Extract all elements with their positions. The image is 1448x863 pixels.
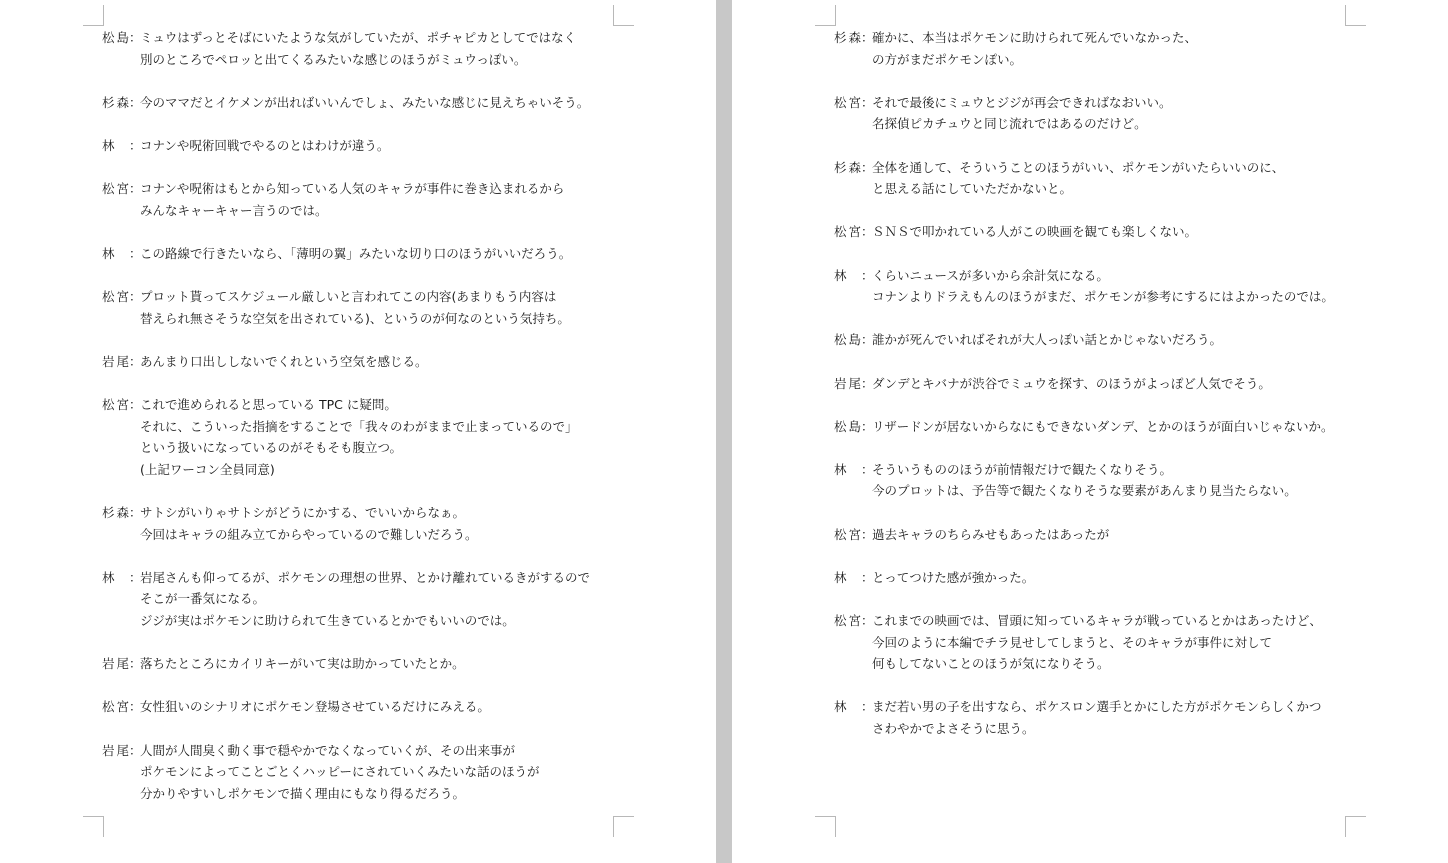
- speaker-separator: ：: [861, 224, 874, 240]
- transcript-entry: [834, 459, 1444, 502]
- transcript-entry: [102, 178, 702, 221]
- document-page-left: [0, 0, 716, 863]
- speaker-name: 松宮: [102, 181, 129, 197]
- utterance-line: 全体を通して、そういうことのほうがいい、ポケモンがいたらいいのに、: [872, 159, 1285, 175]
- utterance-line: コナンや呪術回戦でやるのとはわけが違う。: [140, 137, 390, 153]
- utterance: [140, 286, 570, 329]
- crop-mark-top-right: [1345, 5, 1366, 26]
- utterance: [140, 178, 564, 221]
- utterance-line: 何もしてないことのほうが気になりそう。: [872, 656, 1110, 672]
- utterance-line: それで最後にミュウとジジが再会できればなおいい。: [872, 94, 1172, 110]
- transcript-entry: [102, 92, 702, 114]
- utterance-line: ミュウはずっとそばにいたような気がしていたが、ポチャピカとしてではなく: [140, 30, 577, 45]
- utterance: [872, 221, 1197, 243]
- speaker-name: 岩尾: [102, 656, 129, 672]
- utterance: [872, 459, 1297, 502]
- utterance: [140, 92, 589, 114]
- speaker-name: 岩尾: [102, 742, 129, 758]
- utterance-line: の方がまだポケモンぽい。: [872, 51, 1023, 67]
- utterance-line: 女性狙いのシナリオにポケモン登場させているだけにみえる。: [140, 699, 490, 715]
- transcript-entry: [102, 286, 702, 329]
- utterance-line: 別のところでペロッと出てくるみたいな感じのほうがミュウっぽい。: [140, 51, 527, 67]
- utterance: [872, 610, 1322, 675]
- transcript-entry: [102, 653, 702, 675]
- speaker-name: 岩尾: [834, 375, 861, 391]
- utterance-line: 名探偵ピカチュウと同じ流れではあるのだけど。: [872, 116, 1147, 132]
- utterance-line: サトシがいりゃサトシがどうにかする、でいいからなぁ。: [140, 505, 466, 521]
- utterance: [140, 351, 428, 373]
- utterance-line: 今回はキャラの組み立てからやっているので難しいだろう。: [140, 526, 478, 542]
- speaker-separator: ：: [861, 569, 874, 585]
- speaker-name: 松宮: [102, 289, 129, 305]
- utterance-line: コナンよりドラえもんのほうがまだ、ポケモンが参考にするにはよかったのでは。: [872, 289, 1334, 305]
- utterance-line: 人間が人間臭く動く事で穏やかでなくなっていくが、その出来事が: [140, 742, 516, 758]
- utterance: [140, 394, 578, 480]
- speaker-separator: ：: [861, 332, 874, 348]
- transcript-entry: [102, 740, 702, 805]
- transcript-entry: [102, 696, 702, 718]
- utterance: [140, 567, 590, 632]
- utterance-line: 今のママだとイケメンが出ればいいんでしょ、みたいな感じに見えちゃいそう。: [140, 94, 590, 110]
- utterance-line: 確かに、本当はポケモンに助けられて死んでいなかった、: [872, 30, 1198, 45]
- utterance-line: ジジが実はポケモンに助けられて生きているとかでもいいのでは。: [140, 613, 515, 629]
- speaker-separator: ：: [129, 397, 142, 413]
- speaker-separator: ：: [861, 267, 874, 283]
- transcript-entry: [834, 157, 1444, 200]
- utterance-line: 今のプロットは、予告等で観たくなりそうな要素があんまり見当たらない。: [872, 483, 1297, 499]
- speaker-separator: ：: [861, 461, 874, 477]
- speaker-name: 松宮: [834, 94, 861, 110]
- speaker-name: 林: [834, 267, 847, 283]
- transcript-entry: [834, 27, 1444, 70]
- utterance-line: という扱いになっているのがそもそも腹立つ。: [140, 440, 403, 456]
- transcript-entry: [834, 567, 1444, 589]
- crop-mark-bottom-left: [83, 816, 104, 837]
- utterance: [872, 567, 1034, 589]
- utterance: [140, 696, 490, 718]
- speaker-separator: ：: [861, 526, 874, 542]
- utterance: [872, 265, 1334, 308]
- transcript-entry: [834, 373, 1444, 395]
- crop-mark-bottom-left: [815, 816, 836, 837]
- utterance: [140, 243, 571, 265]
- speaker-separator: ：: [129, 656, 142, 672]
- transcript-entry: [102, 243, 702, 265]
- utterance-line: さわやかでよさそうに思う。: [872, 721, 1035, 736]
- utterance-line: 替えられ無さそうな空気を出されている)、というのが何なのという気持ち。: [140, 310, 570, 326]
- transcript-entry: [102, 394, 702, 480]
- transcript-entry: [834, 265, 1444, 308]
- speaker-name: 岩尾: [102, 353, 129, 369]
- utterance-line: まだ若い男の子を出すなら、ポケスロン選手とかにした方がポケモンらしくかつ: [872, 699, 1322, 715]
- speaker-name: 松宮: [102, 699, 129, 715]
- speaker-name: 杉森: [102, 505, 129, 521]
- utterance: [140, 135, 389, 157]
- document-page-right: [732, 0, 1448, 863]
- speaker-name: 松島: [834, 332, 861, 348]
- speaker-name: 松宮: [834, 526, 861, 542]
- utterance-line: プロット貰ってスケジュール厳しいと言われてこの内容(あまりもう内容は: [140, 289, 557, 305]
- speaker-separator: ：: [129, 289, 142, 305]
- utterance-line: 過去キャラのちらみせもあったはあったが: [872, 526, 1110, 542]
- utterance-line: そういうもののほうが前情報だけで観たくなりそう。: [872, 461, 1173, 477]
- transcript-entry: [102, 502, 702, 545]
- utterance-line: これで進められると思っている TPC に疑問。: [140, 397, 397, 413]
- speaker-name: 林: [102, 245, 115, 261]
- speaker-name: 杉森: [834, 30, 861, 45]
- transcript-entries: [834, 27, 1444, 761]
- utterance: [872, 373, 1271, 395]
- speaker-name: 林: [834, 569, 847, 585]
- utterance-line: そこが一番気になる。: [140, 591, 266, 607]
- speaker-name: 杉森: [102, 94, 129, 110]
- speaker-separator: ：: [861, 613, 874, 629]
- transcript-entry: [834, 329, 1444, 351]
- utterance-line: 岩尾さんも仰ってるが、ポケモンの理想の世界、とかけ離れているきがするので: [140, 569, 591, 585]
- transcript-entries: [102, 27, 702, 826]
- speaker-name: 林: [834, 699, 847, 715]
- utterance-line: ポケモンによってことごとくハッピーにされていくみたいな話のほうが: [140, 764, 540, 780]
- crop-mark-top-right: [613, 5, 634, 26]
- utterance: [872, 329, 1222, 351]
- utterance: [872, 696, 1322, 739]
- utterance-line: ダンデとキバナが渋谷でミュウを探す、のほうがよっぽど人気でそう。: [872, 375, 1271, 391]
- speaker-name: 松島: [102, 30, 129, 45]
- utterance-line: 落ちたところにカイリキーがいて実は助かっていたとか。: [140, 656, 465, 672]
- crop-mark-top-left: [815, 5, 836, 26]
- utterance: [140, 502, 478, 545]
- utterance-line: この路線で行きたいなら、「薄明の翼」みたいな切り口のほうがいいだろう。: [140, 245, 572, 261]
- utterance-line: リザードンが居ないからなにもできないダンデ、とかのほうが面白いじゃないか。: [872, 418, 1334, 434]
- utterance-line: (上記ワーコン全員同意): [140, 461, 275, 477]
- transcript-entry: [834, 524, 1444, 546]
- utterance-line: 分かりやすいしポケモンで描く理由にもなり得るだろう。: [140, 785, 466, 801]
- transcript-entry: [834, 221, 1444, 243]
- speaker-name: 松島: [834, 418, 861, 434]
- speaker-name: 松宮: [102, 397, 129, 413]
- utterance: [872, 524, 1109, 546]
- utterance-line: と思える話にしていただかないと。: [872, 181, 1073, 197]
- speaker-separator: ：: [861, 699, 874, 715]
- transcript-entry: [102, 351, 702, 373]
- speaker-separator: ：: [129, 30, 142, 45]
- utterance: [140, 27, 576, 70]
- utterance-line: コナンや呪術はもとから知っている人気のキャラが事件に巻き込まれるから: [140, 181, 565, 197]
- utterance-line: ＳＮＳで叩かれている人がこの映画を観ても楽しくない。: [872, 224, 1198, 240]
- speaker-separator: ：: [129, 137, 142, 153]
- speaker-name: 松宮: [834, 224, 861, 240]
- speaker-separator: ：: [129, 353, 142, 369]
- transcript-entry: [834, 610, 1444, 675]
- speaker-name: 松宮: [834, 613, 861, 629]
- utterance: [872, 92, 1171, 135]
- utterance: [872, 416, 1334, 438]
- utterance: [140, 740, 540, 805]
- speaker-separator: ：: [129, 94, 142, 110]
- speaker-separator: ：: [129, 569, 142, 585]
- speaker-separator: ：: [861, 94, 874, 110]
- speaker-separator: ：: [129, 742, 142, 758]
- speaker-separator: ：: [861, 375, 874, 391]
- speaker-name: 林: [834, 461, 847, 477]
- utterance: [872, 27, 1197, 70]
- speaker-name: 杉森: [834, 159, 861, 175]
- utterance-line: 誰かが死んでいればそれが大人っぽい話とかじゃないだろう。: [872, 332, 1223, 348]
- speaker-separator: ：: [129, 245, 142, 261]
- transcript-entry: [834, 416, 1444, 438]
- utterance-line: くらいニュースが多いから余計気になる。: [872, 267, 1109, 283]
- speaker-separator: ：: [129, 505, 142, 521]
- crop-mark-top-left: [83, 5, 104, 26]
- transcript-entry: [102, 567, 702, 632]
- speaker-separator: ：: [129, 699, 142, 715]
- utterance-line: これまでの映画では、冒頭に知っているキャラが戦っているとかはあったけど、: [872, 613, 1322, 629]
- utterance: [872, 157, 1284, 200]
- transcript-entry: [834, 696, 1444, 739]
- transcript-entry: [834, 92, 1444, 135]
- utterance: [140, 653, 465, 675]
- utterance-line: みんなキャーキャー言うのでは。: [140, 202, 328, 218]
- speaker-separator: ：: [861, 418, 874, 434]
- utterance-line: 今回のように本編でチラ見せしてしまうと、そのキャラが事件に対して: [872, 634, 1273, 650]
- utterance-line: とってつけた感が強かった。: [872, 569, 1035, 585]
- transcript-entry: [102, 135, 702, 157]
- speaker-separator: ：: [861, 159, 874, 175]
- speaker-name: 林: [102, 569, 115, 585]
- transcript-entry: [102, 27, 702, 70]
- utterance-line: それに、こういった指摘をすることで「我々のわがままで止まっているので」: [140, 418, 578, 434]
- crop-mark-bottom-right: [1345, 816, 1366, 837]
- speaker-separator: ：: [129, 181, 142, 197]
- speaker-separator: ：: [861, 30, 874, 45]
- utterance-line: あんまり口出ししないでくれという空気を感じる。: [140, 353, 428, 369]
- speaker-name: 林: [102, 137, 115, 153]
